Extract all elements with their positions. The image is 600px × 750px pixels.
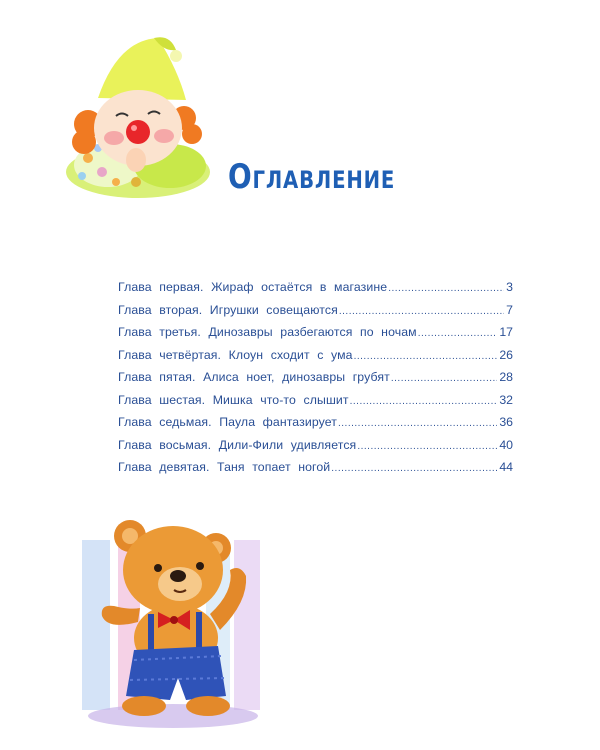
toc-entry[interactable] xyxy=(118,348,513,371)
toc-entry-page: 32 xyxy=(499,392,513,407)
toc-entry[interactable] xyxy=(118,460,513,483)
toc-entry-title: Глава третья. Динозавры разбегаются по ночам xyxy=(118,325,417,339)
toc-leader-dots xyxy=(418,328,498,339)
toc-entry-title: Глава четвёртая. Клоун сходит с ума xyxy=(118,347,353,362)
toc-entry-title: Глава седьмая. Паула фантазирует xyxy=(118,415,337,429)
toc-entry[interactable] xyxy=(118,325,513,348)
toc-entry-page: 3 xyxy=(506,280,513,294)
toc-entry[interactable] xyxy=(118,438,513,461)
toc-entry[interactable] xyxy=(118,415,513,438)
table-of-contents xyxy=(118,280,513,483)
toc-entry-title: Глава восьмая. Дили-Фили удивляется xyxy=(118,437,357,452)
toc-leader-dots xyxy=(388,283,504,294)
toc-entry-title: Глава девятая. Таня топает ногой xyxy=(118,460,331,474)
toc-entry[interactable] xyxy=(118,370,513,393)
toc-entry-page: 17 xyxy=(499,325,513,339)
toc-entry-page: 36 xyxy=(499,415,513,429)
toc-leader-dots xyxy=(338,418,497,429)
toc-entry-title: Глава первая. Жираф остаётся в магазине xyxy=(118,280,388,294)
toc-entry-page: 26 xyxy=(499,347,513,362)
toc-entry[interactable] xyxy=(118,393,513,416)
clown-illustration xyxy=(58,30,218,200)
toc-entry-page: 40 xyxy=(499,437,513,452)
toc-entry-title: Глава шестая. Мишка что-то слышит xyxy=(118,392,349,407)
toc-entry-page: 28 xyxy=(499,370,513,384)
page-title: Оглавление xyxy=(228,157,396,197)
toc-entry-page: 44 xyxy=(499,460,513,474)
toc-entry-title: Глава пятая. Алиса ноет, динозавры грубят xyxy=(118,370,390,384)
toc-entry-page: 7 xyxy=(506,302,513,317)
toc-leader-dots xyxy=(350,396,498,407)
toc-leader-dots xyxy=(339,306,504,317)
toc-leader-dots xyxy=(357,441,497,452)
toc-entry[interactable] xyxy=(118,303,513,326)
teddy-bear-illustration xyxy=(78,510,268,730)
toc-leader-dots xyxy=(331,463,497,474)
toc-entry-title: Глава вторая. Игрушки совещаются xyxy=(118,302,338,317)
toc-entry[interactable] xyxy=(118,280,513,303)
toc-leader-dots xyxy=(391,373,497,384)
toc-leader-dots xyxy=(354,351,498,362)
